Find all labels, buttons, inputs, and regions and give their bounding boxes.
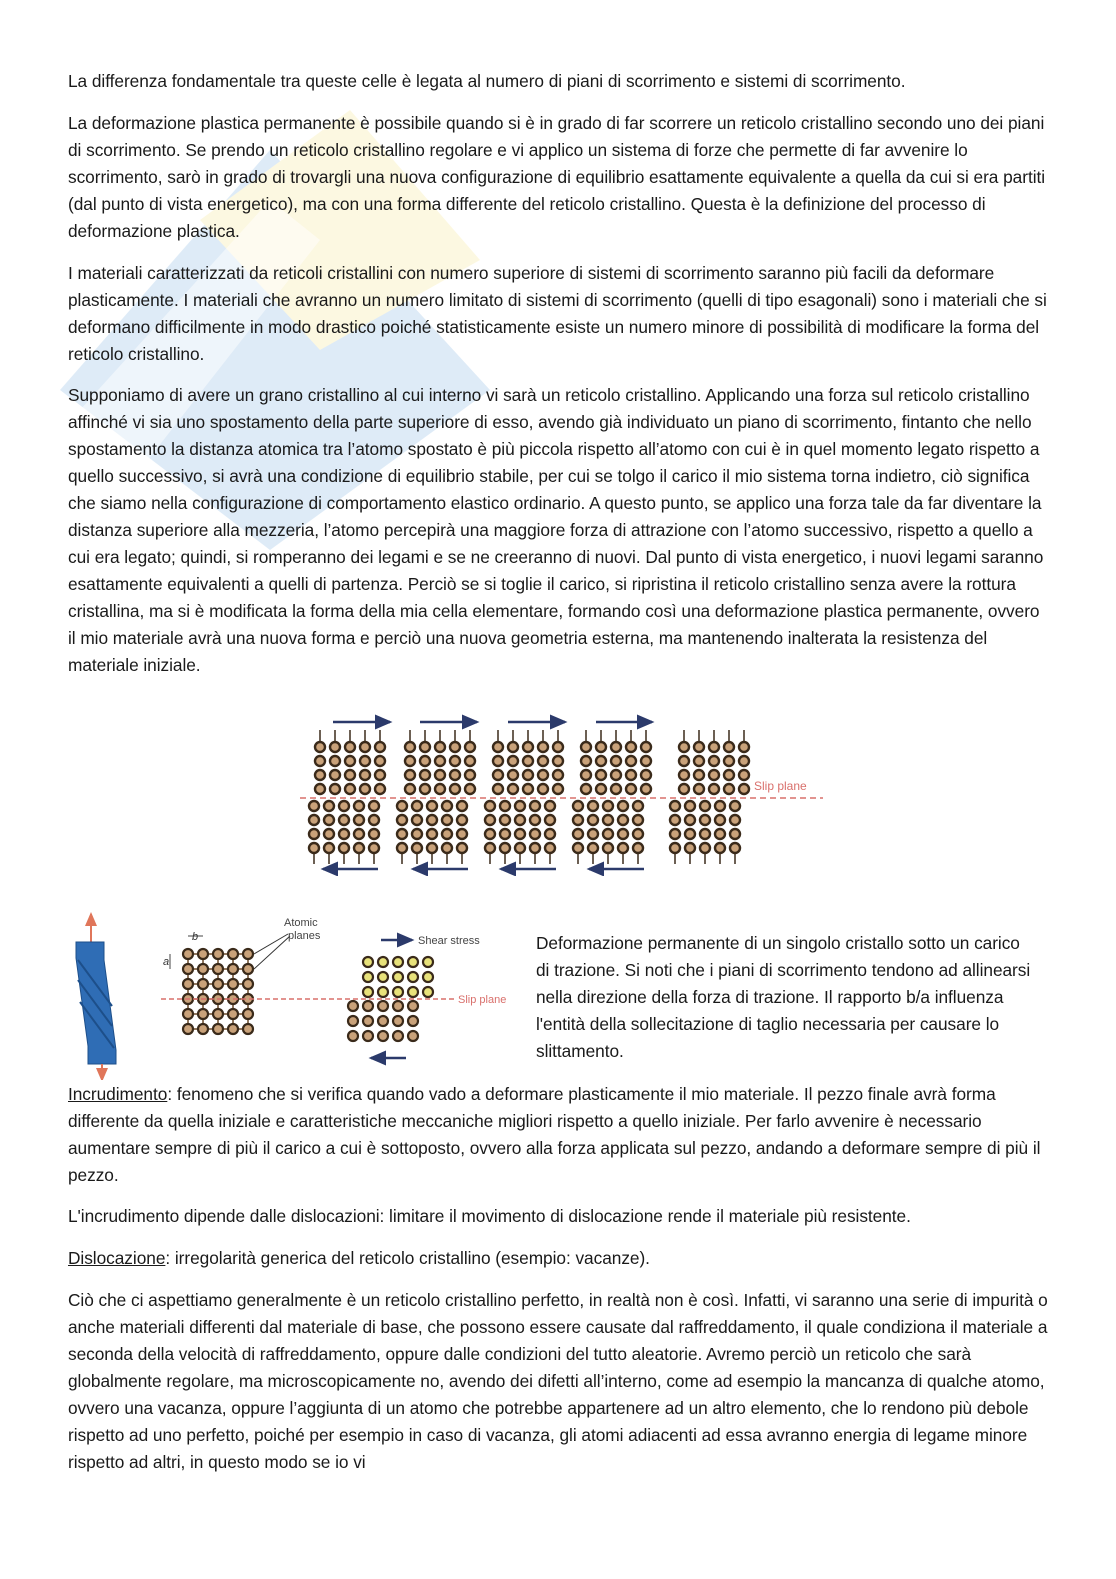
paragraph: La differenza fondamentale tra queste celle è legata al numero di piani di scorrimento e sistemi di scorrimento.	[68, 71, 906, 91]
b-label: b	[192, 931, 199, 943]
paragraph: La deformazione plastica permanente è possibile quando si è in grado di far scorrere un reticolo cristallino secondo uno dei piani di scorrimento. Se prendo un reticolo cristallino regolare e vi applico un sistema di forze che permette di far avvenire lo scorrimento, sarò in grado di trovargli una nuova configurazione di equilibrio esattamente equivalente a quella da cui si era partiti (dal punto di vista energetico), ma con una forma differente del reticolo cristallino. Questa è la definizione del processo di deformazione plastica.	[68, 113, 1046, 241]
paragraph: Ciò che ci aspettiamo generalmente è un reticolo cristallino perfetto, in realtà non è così. Infatti, vi saranno una serie di impurità o anche materiali differenti dal materiale di base, che possono essere causate dal raffreddamento, il quale condiziona il materiale a seconda della velocità di raffreddamento, oppure dalle condizioni del tutto aleatorie. Avremo perciò un reticolo che sarà globalmente regolare, ma microscopicamente no, avendo dei difetti all’interno, come ad esempio la mancanza di qualche atomo, ovvero una vacanza, oppure l’aggiunta di un atomo che potrebbe appartenere ad un altro elemento, che lo rendono più debole rispetto ad uno perfetto, poiché per esempio in caso di vacanza, gli atomi adiacenti ad essa avranno energia di legame minore rispetto ad altri, in questo modo se io vi	[68, 1290, 1048, 1472]
slip-sequence-figure	[298, 714, 828, 876]
slip-plane-label: Slip plane	[754, 779, 807, 793]
paragraph-dislocazione: Dislocazione: irregolarità generica del reticolo cristallino (esempio: vacanze).	[68, 1248, 650, 1268]
single-crystal-shear-figure	[66, 910, 526, 1080]
paragraph: I materiali caratterizzati da reticoli cristallini con numero superiore di sistemi di scorrimento saranno più facili da deformare plasticamente. I materiali che avranno un numero limitato di sistemi di scorrimento (quelli di tipo esagonali) sono i materiali che si deformano difficilmente in modo drastico poiché statisticamente esiste un numero minore di possibilità di modificare la forma del reticolo cristallino.	[68, 263, 1047, 364]
term-incrudimento: Incrudimento	[68, 1084, 168, 1104]
paragraph: L'incrudimento dipende dalle dislocazioni: limitare il movimento di dislocazione rende il materiale più resistente.	[68, 1206, 911, 1226]
figure-caption: Deformazione permanente di un singolo cristallo sotto un carico di trazione. Si noti che i piani di scorrimento tendono ad allinearsi nella direzione della forza di trazione. Il rapporto b/a influenza l'entità della sollecitazione di taglio necessaria per causare lo slittamento.	[536, 933, 1031, 1061]
paragraph-incrudimento: Incrudimento: fenomeno che si verifica quando vado a deformare plasticamente il mio materiale. Il pezzo finale avrà forma differente da quella iniziale e caratteristiche meccaniche migliori rispetto a quello iniziale. Per farlo avvenire è necessario aumentare sempre di più il carico a cui è sottoposto, ovvero alla forza applicata sul pezzo, andando a deformare sempre di più il pezzo.	[68, 1084, 1041, 1185]
shear-stress-label: Shear stress	[418, 935, 480, 947]
atomic-planes-label: Atomic	[284, 917, 318, 929]
a-label: a	[163, 956, 170, 968]
paragraph: Supponiamo di avere un grano cristallino al cui interno vi sarà un reticolo cristallino. Applicando una forza sul reticolo cristallino affinché vi sia uno spostamento della parte superiore di esso, avendo già individuato un piano di scorrimento, fintanto che nello spostamento la distanza atomica tra l’atomo spostato è più piccola rispetto all’atomo con cui è in quel momento legato rispetto a quello successivo, si avrà una condizione di equilibrio stabile, per cui se tolgo il carico il mio sistema torna indietro, ciò significa che siamo nella configurazione di comportamento elastico ordinario. A questo punto, se applico una forza tale da far diventare la distanza superiore alla mezzeria, l’atomo percepirà una maggiore forza di attrazione con l’atomo successivo, rispetto a quello a cui era legato; quindi, si romperanno dei legami e se ne creeranno di nuovi. Dal punto di vista energetico, i nuovi legami saranno esattamente equivalenti a quelli di partenza. Perciò se si toglie il carico, si ripristina il reticolo cristallino senza avere la rottura cristallina, ma si è modificata la forma della mia cella elementare, formando così una deformazione plastica permanente, ovvero il mio materiale avrà una nuova forma e perciò una nuova geometria esterna, ma mantenendo inalterata la resistenza del materiale iniziale.	[68, 385, 1044, 675]
term-dislocazione: Dislocazione	[68, 1248, 166, 1268]
svg-text:planes: planes	[288, 930, 321, 942]
slip-plane-label: Slip plane	[458, 994, 507, 1006]
